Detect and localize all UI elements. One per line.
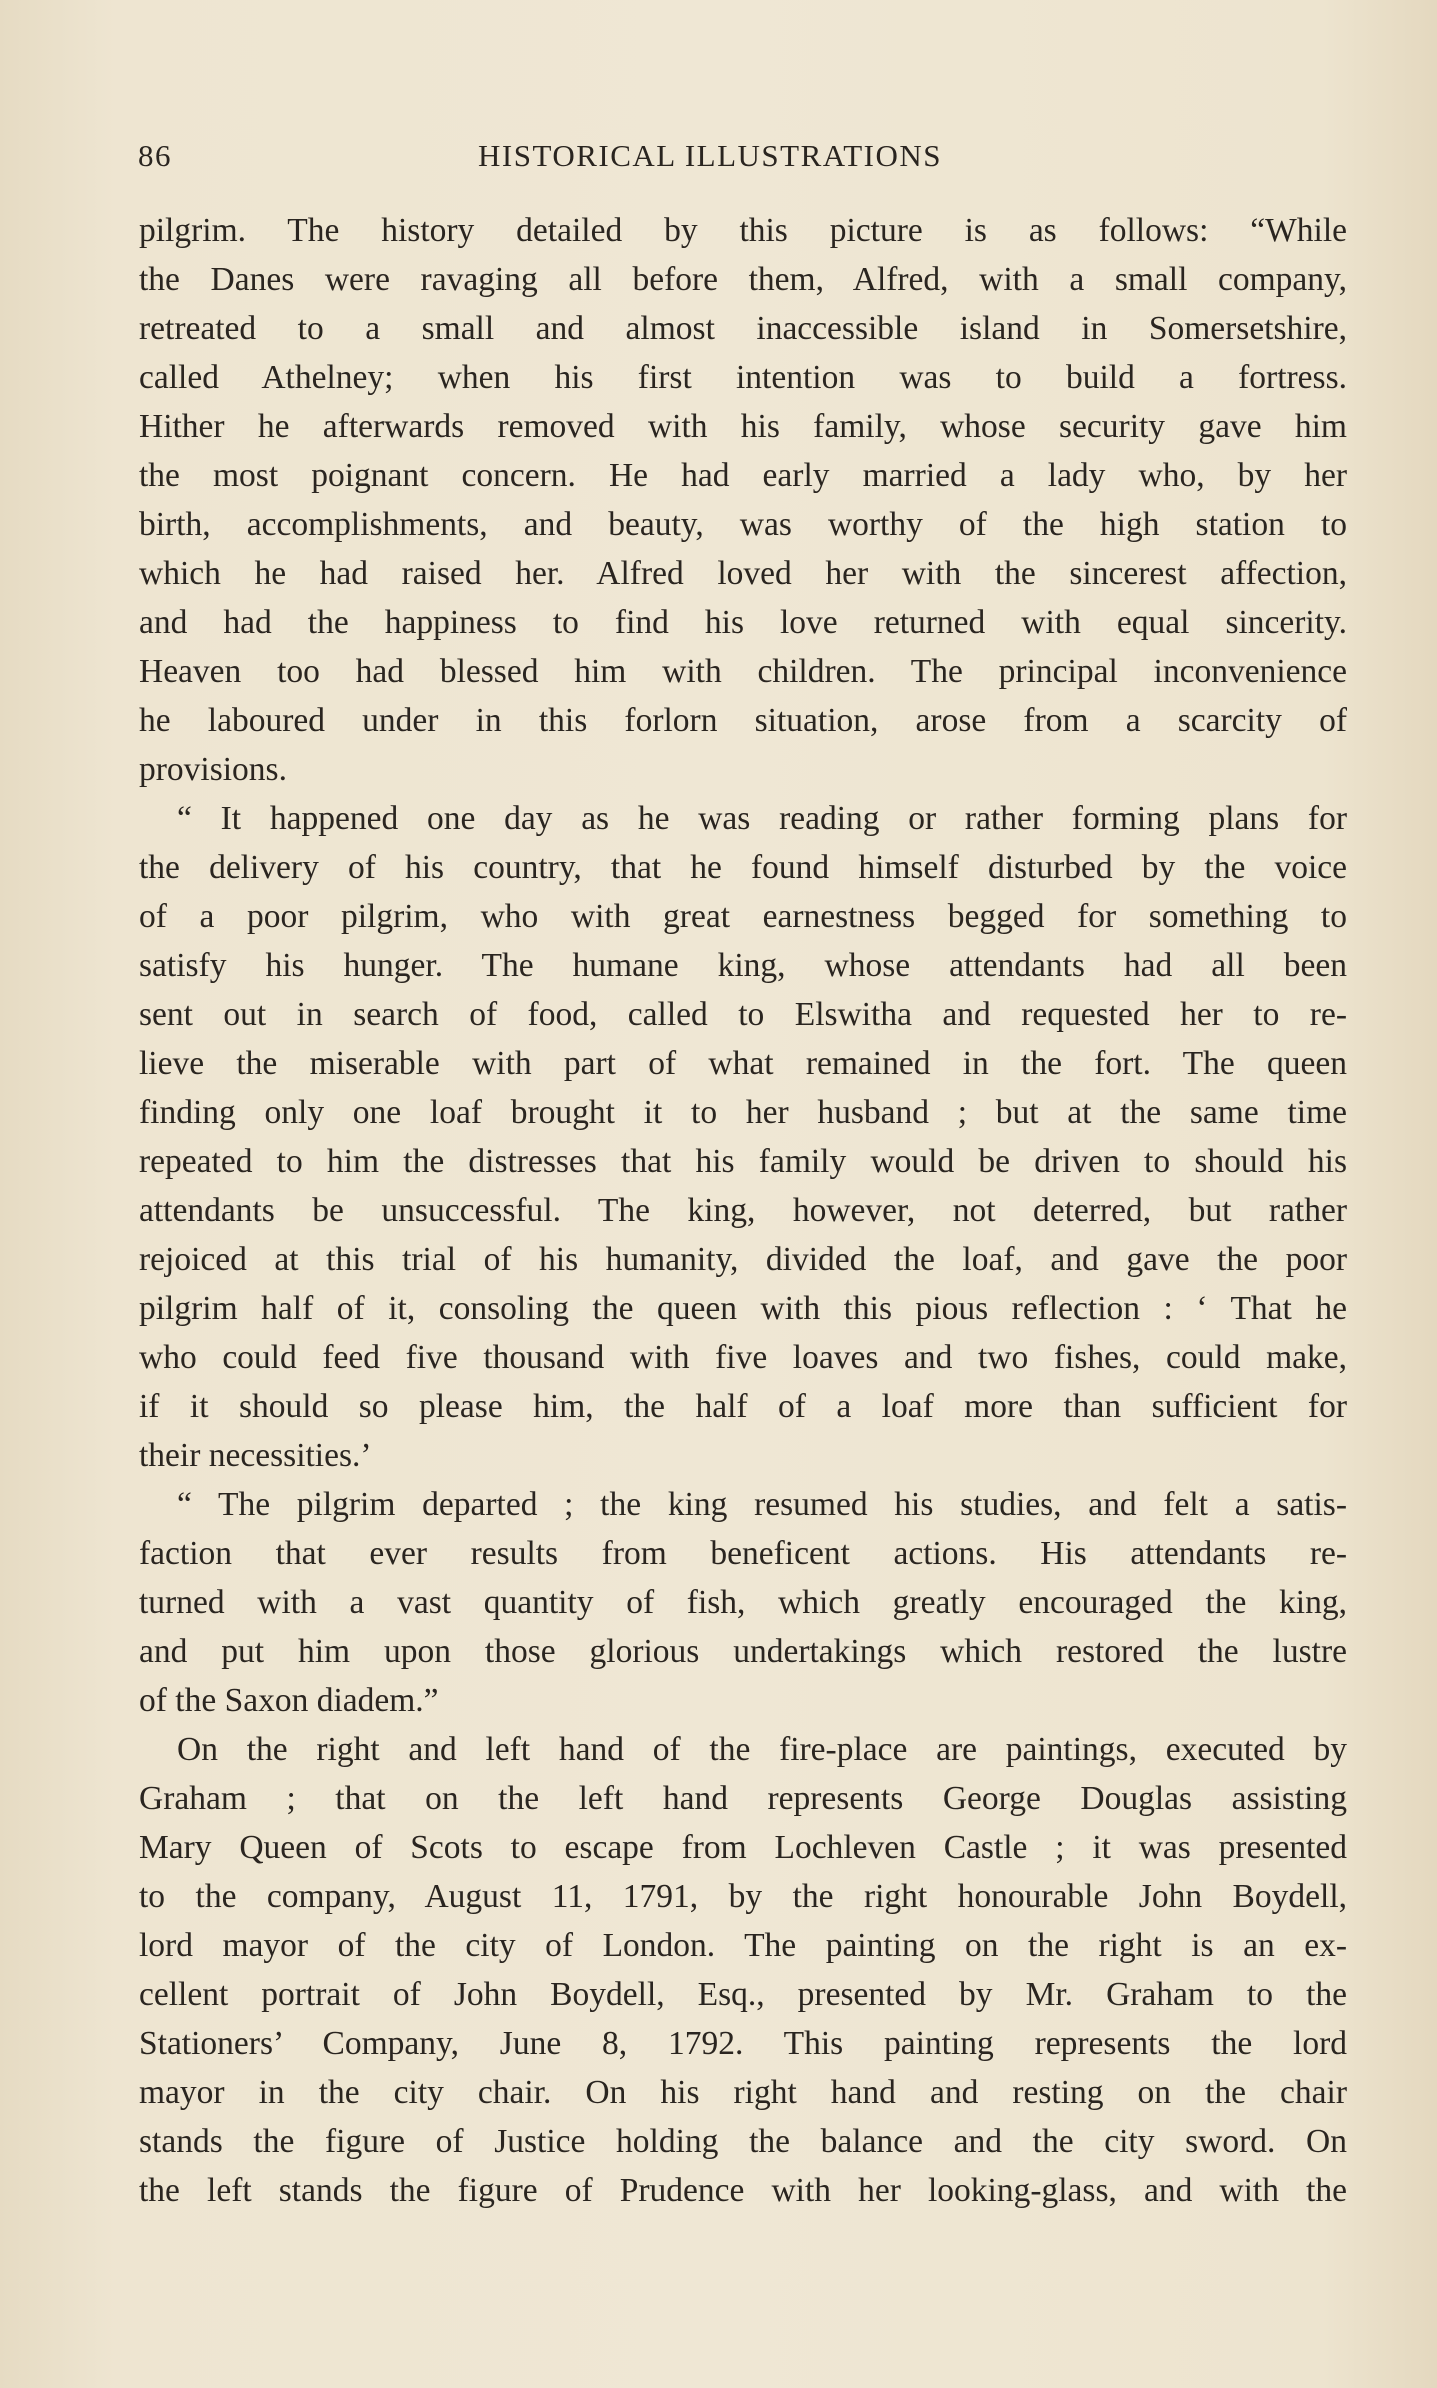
body-text bbox=[139, 206, 1347, 2215]
text-line: to the company, August 11, 1791, by the right honourable John Boydell, bbox=[139, 1878, 1347, 1915]
text-line: and put him upon those glorious undertakings which restored the lustre bbox=[139, 1633, 1347, 1670]
text-line: called Athelney; when his first intention was to build a fortress. bbox=[139, 359, 1347, 396]
text-line: stands the figure of Justice holding the balance and the city sword. On bbox=[139, 2123, 1347, 2160]
text-line: if it should so please him, the half of a loaf more than sufficient for bbox=[139, 1388, 1347, 1425]
running-title: HISTORICAL ILLUSTRATIONS bbox=[478, 138, 942, 173]
text-line: the Danes were ravaging all before them, Alfred, with a small company, bbox=[139, 261, 1347, 298]
text-line: Stationers’ Company, June 8, 1792. This painting represents the lord bbox=[139, 2025, 1347, 2062]
text-line: mayor in the city chair. On his right hand and resting on the chair bbox=[139, 2074, 1347, 2111]
page-number: 86 bbox=[138, 138, 172, 173]
text-line: Hither he afterwards removed with his family, whose security gave him bbox=[139, 408, 1347, 445]
text-line: the most poignant concern. He had early married a lady who, by her bbox=[139, 457, 1347, 494]
text-line: faction that ever results from beneficent actions. His attendants re- bbox=[139, 1535, 1347, 1572]
text-line: birth, accomplishments, and beauty, was worthy of the high station to bbox=[139, 506, 1347, 543]
running-head bbox=[138, 138, 1348, 188]
text-line: finding only one loaf brought it to her husband ; but at the same time bbox=[139, 1094, 1347, 1131]
text-line: provisions. bbox=[139, 751, 287, 788]
text-line: turned with a vast quantity of fish, which greatly encouraged the king, bbox=[139, 1584, 1347, 1621]
text-line: and had the happiness to find his love returned with equal sincerity. bbox=[139, 604, 1347, 641]
text-line: Graham ; that on the left hand represents George Douglas assisting bbox=[139, 1780, 1347, 1817]
text-line: pilgrim half of it, consoling the queen with this pious reflection : ‘ That he bbox=[139, 1290, 1347, 1327]
text-line: Heaven too had blessed him with children. The principal inconvenience bbox=[139, 653, 1347, 690]
text-line: retreated to a small and almost inaccessible island in Somersetshire, bbox=[139, 310, 1347, 347]
text-line: their necessities.’ bbox=[139, 1437, 372, 1474]
text-line: satisfy his hunger. The humane king, whose attendants had all been bbox=[139, 947, 1347, 984]
text-line: of a poor pilgrim, who with great earnestness begged for something to bbox=[139, 898, 1347, 935]
text-line: attendants be unsuccessful. The king, however, not deterred, but rather bbox=[139, 1192, 1347, 1229]
text-line: sent out in search of food, called to Elswitha and requested her to re- bbox=[139, 996, 1347, 1033]
text-line: Mary Queen of Scots to escape from Lochleven Castle ; it was presented bbox=[139, 1829, 1347, 1866]
text-line: rejoiced at this trial of his humanity, divided the loaf, and gave the poor bbox=[139, 1241, 1347, 1278]
text-line: the left stands the figure of Prudence with her looking-glass, and with the bbox=[139, 2172, 1347, 2209]
text-line: On the right and left hand of the fire-place are paintings, executed by bbox=[177, 1731, 1347, 1768]
text-line: cellent portrait of John Boydell, Esq., presented by Mr. Graham to the bbox=[139, 1976, 1347, 2013]
text-line: who could feed five thousand with five loaves and two fishes, could make, bbox=[139, 1339, 1347, 1376]
text-line: “ It happened one day as he was reading or rather forming plans for bbox=[177, 800, 1347, 837]
text-line: he laboured under in this forlorn situation, arose from a scarcity of bbox=[139, 702, 1347, 739]
text-line: repeated to him the distresses that his family would be driven to should his bbox=[139, 1143, 1347, 1180]
text-line: lieve the miserable with part of what remained in the fort. The queen bbox=[139, 1045, 1347, 1082]
text-line: “ The pilgrim departed ; the king resumed his studies, and felt a satis- bbox=[177, 1486, 1347, 1523]
text-line: the delivery of his country, that he found himself disturbed by the voice bbox=[139, 849, 1347, 886]
text-line: lord mayor of the city of London. The painting on the right is an ex- bbox=[139, 1927, 1347, 1964]
text-line: which he had raised her. Alfred loved her with the sincerest affection, bbox=[139, 555, 1347, 592]
text-line: of the Saxon diadem.” bbox=[139, 1682, 439, 1719]
text-line: pilgrim. The history detailed by this picture is as follows: “While bbox=[139, 212, 1347, 249]
